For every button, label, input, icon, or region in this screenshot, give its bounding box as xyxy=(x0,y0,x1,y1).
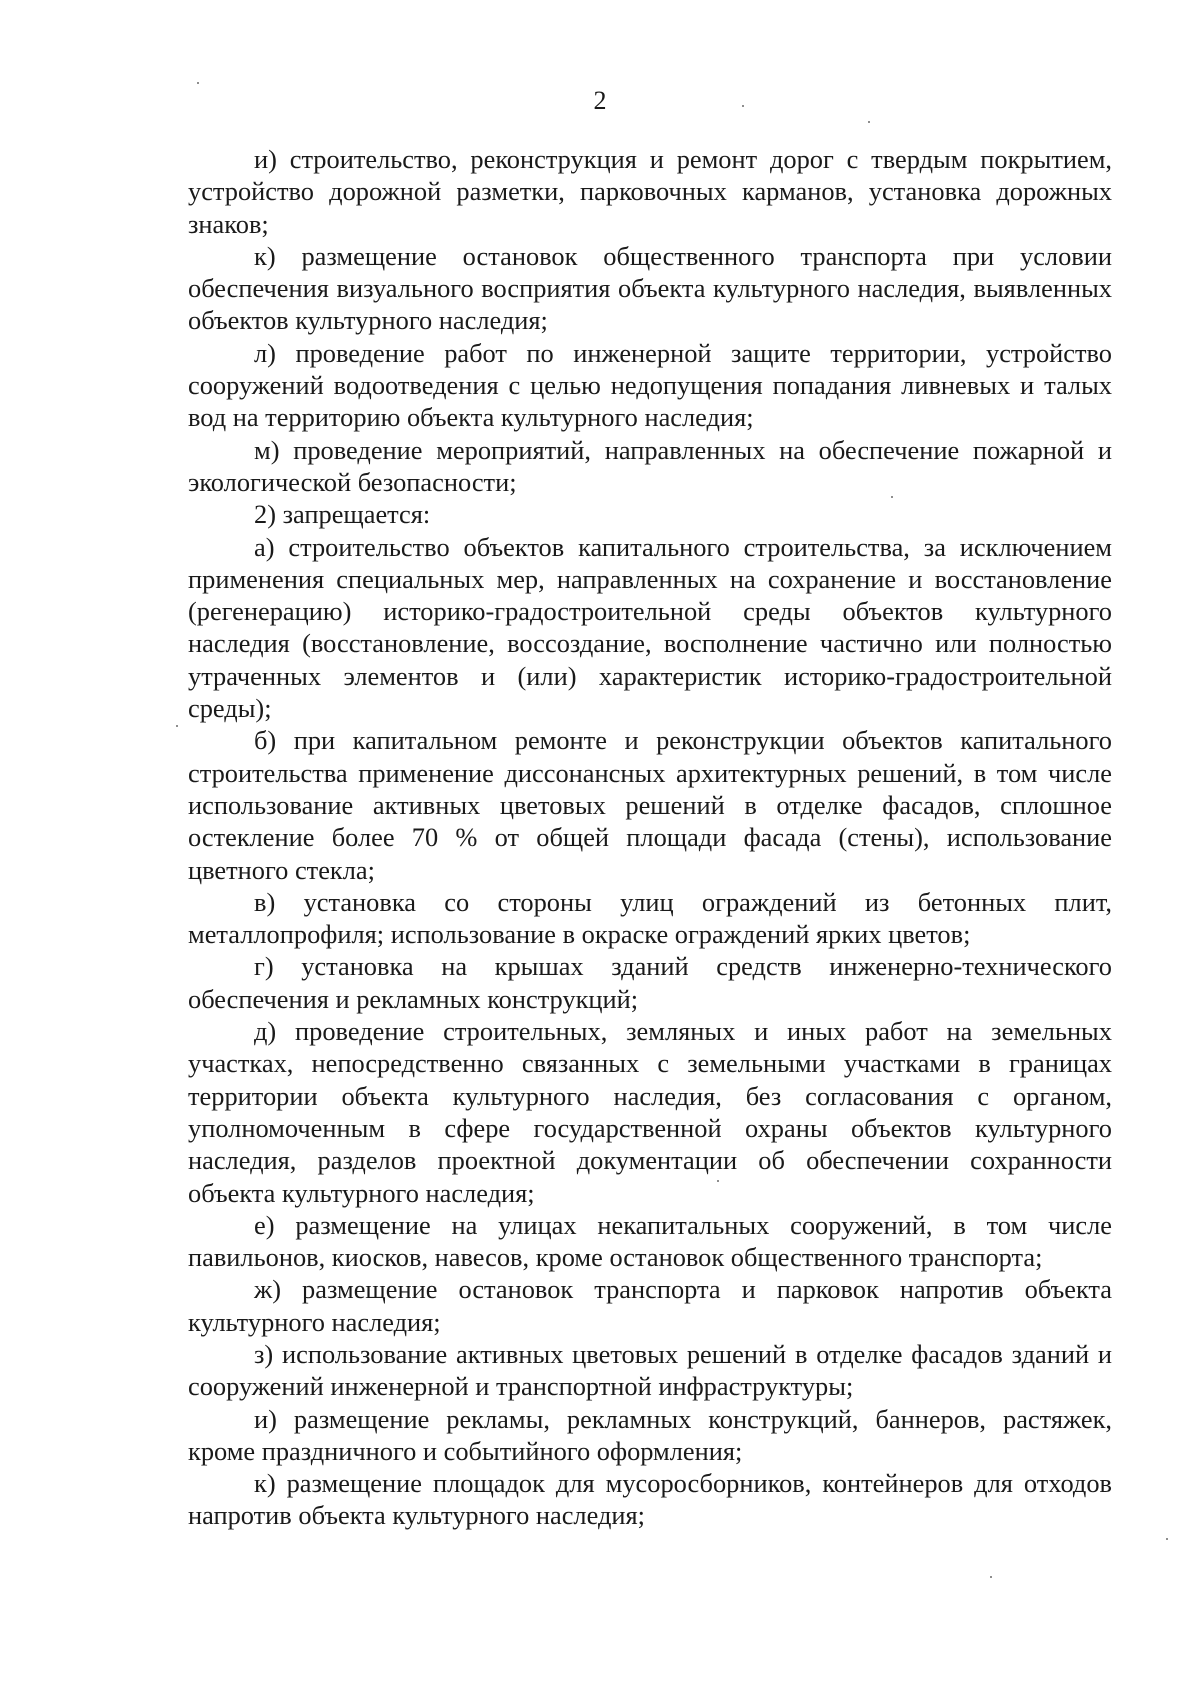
paragraph-item-z-color-solutions: з) использование активных цветовых решений в отделке фасадов зданий и сооружений инженерной и транспортной инфраструктуры; xyxy=(188,1338,1112,1402)
scan-speck xyxy=(197,82,199,84)
paragraph-item-i-roads: и) строительство, реконструкция и ремонт дорог с твердым покрытием, устройство дорожной разметки, парковочных карманов, установка дорожных знаков; xyxy=(188,144,1112,239)
scan-speck xyxy=(868,121,870,123)
scan-speck xyxy=(176,725,178,727)
document-body xyxy=(188,143,1112,1532)
paragraph-item-i-advertising: и) размещение рекламы, рекламных конструкций, баннеров, растяжек, кроме праздничного и событийного оформления; xyxy=(188,1403,1112,1466)
scan-speck xyxy=(1166,1538,1168,1540)
paragraph-item-b-dissonant-solutions: б) при капитальном ремонте и реконструкции объектов капитального строительства применение диссонансных архитектурных решений, в том числе использование активных цветовых решений в отделке фасадов, сплошное остекление более 70 % от общей площади фасада (стены), использование цветного стекла; xyxy=(188,725,1112,885)
paragraph-item-g-roof-equipment: г) установка на крышах зданий средств инженерно-технического обеспечения и рекламных конструкций; xyxy=(188,951,1112,1014)
scan-speck xyxy=(717,1180,719,1182)
paragraph-prohibited-heading: 2) запрещается: xyxy=(254,499,431,530)
page-number: 2 xyxy=(593,86,607,115)
scan-speck xyxy=(891,496,893,498)
paragraph-item-a-construction: а) строительство объектов капитального строительства, за исключением применения специальных мер, направленных на сохранение и восстановление (регенерацию) историко-градостроительной среды объектов культурного наследия (восстановление, воссоздание, восполнение частично или полностью утраченных элементов и (или) характеристик историко-градостроительной среды); xyxy=(188,531,1112,724)
paragraph-item-l-engineering-protection: л) проведение работ по инженерной защите территории, устройство сооружений водоотведения с целью недопущения попадания ливневых и талых вод на территорию объекта культурного наследия; xyxy=(188,337,1112,433)
paragraph-item-k-transport-stops: к) размещение остановок общественного транспорта при условии обеспечения визуального восприятия объекта культурного наследия, выявленных объектов культурного наследия; xyxy=(188,240,1112,336)
scan-speck xyxy=(742,105,744,107)
paragraph-item-zh-parking: ж) размещение остановок транспорта и парковок напротив объекта культурного наследия; xyxy=(188,1274,1112,1337)
paragraph-item-v-fences: в) установка со стороны улиц ограждений из бетонных плит, металлопрофиля; использование в окраске ограждений ярких цветов; xyxy=(188,886,1112,950)
paragraph-item-e-temporary-structures: е) размещение на улицах некапитальных сооружений, в том числе павильонов, киосков, навесов, кроме остановок общественного транспорта; xyxy=(188,1209,1112,1273)
paragraph-item-k-waste-sites: к) размещение площадок для мусоросборников, контейнеров для отходов напротив объекта культурного наследия; xyxy=(188,1468,1112,1531)
paragraph-item-d-earthworks: д) проведение строительных, земляных и иных работ на земельных участках, непосредственно связанных с земельными участками в границах территории объекта культурного наследия, без согласования с органом, уполномоченным в сфере государственной охраны объектов культурного наследия, разделов проектной документации об обеспечении сохранности объекта культурного наследия; xyxy=(188,1016,1112,1208)
scan-speck xyxy=(990,1576,992,1578)
paragraph-item-m-fire-safety: м) проведение мероприятий, направленных на обеспечение пожарной и экологической безопасности; xyxy=(188,434,1112,497)
